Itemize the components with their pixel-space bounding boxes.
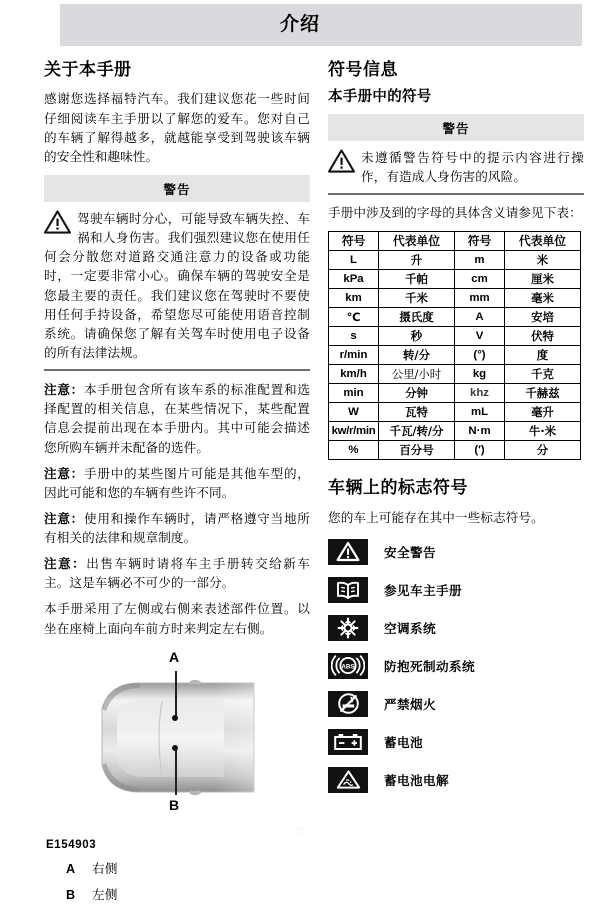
symbol-label: 安全警告 [384,545,436,561]
table-row [329,384,581,403]
table-row [329,308,581,327]
table-cell: 分钟 [379,384,455,403]
intro-paragraph: 感谢您选择福特汽车。我们建议您花一些时间仔细阅读车主手册以了解您的爱车。您对自己的车辆了解得越多，就越能享受到驾驶该车辆的安全性和趣味性。 [44,91,310,164]
table-cell: km [329,289,379,308]
note-text: 手册中的某些图片可能是其他车型的，因此可能和您的车辆有些许不同。 [44,465,310,500]
table-cell: km/h [329,365,379,384]
table-cell: 千帕 [379,270,455,289]
table-cell: 千克 [505,365,581,384]
note-text: 使用和操作车辆时，请严格遵守当地所有相关的法律和规章制度。 [44,510,310,546]
note-item [44,509,310,547]
vehicle-symbols-list [328,539,584,793]
table-cell: V [455,327,505,346]
note-label: 注意： [44,510,84,526]
list-item [328,767,584,793]
table-cell: (′) [455,441,505,460]
table-cell: L [329,251,379,270]
list-item [328,577,584,603]
note-label: 注意： [44,465,84,481]
symbol-label: 严禁烟火 [384,697,436,713]
section-title-about-manual: 关于本手册 [44,60,132,80]
table-cell: 毫米 [505,289,581,308]
figure-legend-item [66,884,310,903]
table-row [329,289,581,308]
right-column [328,60,584,805]
units-table [328,231,581,460]
warning-text-left: 驾驶车辆时分心，可能导致车辆失控、车祸和人身伤害。我们强烈建议您在使用任何会分散您对道路交通注意力的设备或功能时，一定要非常小心。确保车辆的驾驶安全是您最主要的责任。我们建议您在驾驶时不要使用任何手持设备，希望您尽可能使用语音控制系统。请确保您了解有关驾车时使用电子设备的所有法律法规。 [44,210,310,360]
table-cell: s [329,327,379,346]
figure-callout-a: A [169,648,180,665]
note-label: 注意： [44,556,87,572]
table-cell: 安培 [505,308,581,327]
table-cell: mm [455,289,505,308]
section-title-vehicle-symbols: 车辆上的标志符号 [328,478,468,499]
table-cell: khz [455,384,505,403]
warning-triangle-icon [328,149,355,173]
figure-leader-line-a [175,671,177,717]
table-row [329,365,581,384]
table-cell: 毫升 [505,403,581,422]
table-cell: 千瓦/转/分 [379,422,455,441]
table-cell: (°) [455,346,505,365]
figure-leader-line-b [175,749,177,795]
table-header-row [329,232,581,251]
list-item [328,615,584,641]
note-item [44,380,310,457]
closing-paragraph: 本手册采用了左侧或右侧来表述部件位置。以坐在座椅上面向车前方时来判定左右侧。 [44,601,310,636]
warning-text-right: 未遵循警告符号中的提示内容进行操作，有造成人身伤害的风险。 [361,149,584,184]
warning-band-left: 警告 [44,175,310,202]
note-text: 出售车辆时请将车主手册转交给新车主。这是车辆必不可少的一部分。 [44,556,310,591]
table-cell: kPa [329,270,379,289]
table-header-cell: 符号 [455,232,505,251]
table-cell: 度 [505,346,581,365]
figure-code: E154903 [46,838,97,851]
table-cell: 牛·米 [505,422,581,441]
table-cell: 公里/小时 [379,365,455,384]
table-header-cell: 符号 [329,232,379,251]
symbol-label: 参见车主手册 [384,583,462,599]
table-cell: % [329,441,379,460]
table-cell: 伏特 [505,327,581,346]
table-cell: 百分号 [379,441,455,460]
table-cell: 分 [505,441,581,460]
table-cell: r/min [329,346,379,365]
figure-point-a [172,715,178,721]
page-title: 介绍 [279,13,320,35]
section-title-symbol-info: 符号信息 [328,60,398,80]
table-cell: 秒 [379,327,455,346]
table-intro-text: 手册中涉及到的字母的具体含义请参见下表： [328,205,582,221]
table-cell: 厘米 [505,270,581,289]
abs-icon [328,653,368,679]
warning-triangle-icon [44,210,71,234]
symbol-label: 蓄电池 [384,735,423,751]
table-cell: min [329,384,379,403]
table-cell: A [455,308,505,327]
legend-key: A [66,861,76,876]
svg-text:ABS: ABS [341,663,355,671]
safety-warning-icon [328,539,368,565]
table-cell: mL [455,403,505,422]
left-column [44,60,310,910]
symbol-label: 防抱死制动系统 [384,659,475,675]
note-item [44,554,310,592]
table-row [329,346,581,365]
table-cell: N·m [455,422,505,441]
table-cell: 摄氏度 [379,308,455,327]
table-cell: 千米 [379,289,455,308]
table-cell: ℃ [329,308,379,327]
list-item [328,653,584,679]
footer-watermark: 兴 [293,825,306,839]
warning-block-left [44,202,310,371]
vehicle-orientation-figure [44,647,310,837]
table-cell: cm [455,270,505,289]
table-row [329,270,581,289]
warning-block-right [328,141,584,195]
table-cell: 米 [505,251,581,270]
list-item [328,729,584,755]
table-cell: m [455,251,505,270]
note-text: 本手册包含所有该车系的标准配置和选择配置的相关信息，在某些情况下，某些配置信息会提前出现在本手册内。其中可能会描述您所购车辆并未配备的选件。 [44,382,310,455]
note-item [44,464,310,502]
battery-acid-icon [328,767,368,793]
table-cell: 千赫兹 [505,384,581,403]
battery-icon [328,729,368,755]
note-label: 注意： [44,382,84,398]
legend-text: 左侧 [92,886,118,902]
table-cell: 转/分 [379,346,455,365]
table-cell: kg [455,365,505,384]
list-item [328,539,584,565]
figure-callout-b: B [169,796,180,813]
warning-band-right: 警告 [328,114,584,141]
subsection-title-manual-symbols: 本手册中的符号 [328,89,432,106]
table-cell: kw/r/min [329,422,379,441]
table-header-cell: 代表单位 [379,232,455,251]
table-cell: W [329,403,379,422]
owners-manual-icon [328,577,368,603]
no-smoking-icon [328,691,368,717]
list-item [328,691,584,717]
table-cell: 瓦特 [379,403,455,422]
vehicle-symbols-intro: 您的车上可能存在其中一些标志符号。 [328,509,544,525]
table-header-cell: 代表单位 [505,232,581,251]
table-row [329,422,581,441]
table-cell: 升 [379,251,455,270]
table-row [329,327,581,346]
figure-legend-item [66,858,310,877]
symbol-label: 空调系统 [384,621,436,637]
legend-text: 右侧 [92,860,118,876]
legend-key: B [66,887,76,902]
table-row [329,403,581,422]
table-row [329,251,581,270]
table-row [329,441,581,460]
symbol-label: 蓄电池电解 [384,773,449,789]
air-conditioning-icon [328,615,368,641]
